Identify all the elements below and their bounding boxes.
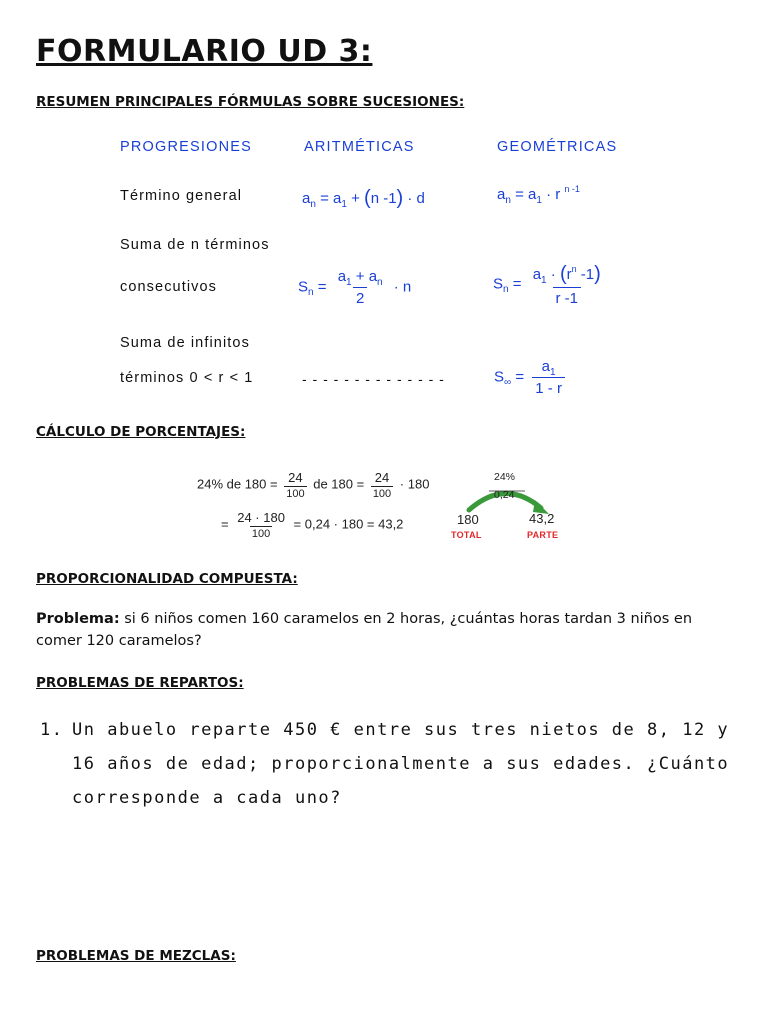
formula-arithmetic-sum: $S_n$ = $\frac{a_1 + a_n}{2}$ · n — [298, 268, 412, 307]
part-label: PARTE — [527, 530, 559, 540]
reparto-line-2: 16 años de edad; proporcionalmente a sus edades. ¿Cuánto — [72, 754, 730, 774]
reparto-problem — [72, 713, 732, 815]
percent-calc-result: = 0,24 · 180 = 43,2 — [293, 516, 404, 532]
row-label-suma-n-1: Suma de n términos — [120, 237, 270, 253]
part-value: 43,2 — [529, 511, 555, 526]
percent-calc-line-1 — [197, 470, 429, 500]
section-heading-proporcionalidad: PROPORCIONALIDAD COMPUESTA: — [36, 571, 298, 587]
section-heading-repartos: PROBLEMAS DE REPARTOS: — [36, 675, 244, 691]
column-header-geometricas: GEOMÉTRICAS — [497, 139, 618, 155]
problem-label: Problema: — [36, 611, 120, 627]
column-header-aritmeticas: ARITMÉTICAS — [304, 139, 415, 155]
fraction-denominator-2: 100 — [372, 488, 392, 500]
percent-calc-mid: de 180 = — [313, 476, 365, 492]
fraction-numerator: 24 — [288, 470, 303, 485]
fraction-product-numerator: 24 · 180 — [237, 510, 285, 525]
reparto-number: 1. — [40, 720, 64, 740]
column-header-progresiones: PROGRESIONES — [120, 139, 253, 155]
arrow-percent-label: 24% — [494, 471, 516, 483]
formula-geometric-infinite-sum: $S_\infty$ = $\frac{a_1}{1 - r}$ — [494, 358, 569, 397]
reparto-line-3: corresponde a cada uno? — [72, 788, 342, 808]
total-value: 180 — [457, 512, 479, 527]
row-label-infinitos-1: Suma de infinitos — [120, 335, 250, 351]
problem-text: si 6 niños comen 160 caramelos en 2 horas, ¿cuántas horas tardan 3 niños en comer 120 caramelos? — [36, 611, 693, 649]
arrow-decimal-label: 0,24 — [494, 489, 515, 501]
reparto-line-1: Un abuelo reparte 450 € entre sus tres nietos de 8, 12 y — [72, 720, 730, 740]
row-label-termino-general: Término general — [120, 188, 243, 204]
formula-arithmetic-general-term: $a_n = a_1 + (n$ -1) · d — [302, 187, 425, 210]
row-label-infinitos-2: términos 0 < r < 1 — [120, 370, 254, 386]
percent-calc-line-2: = $\frac{24 \cdot 180}{100}$ = 0,24 · 180 = 43,2 — [221, 510, 404, 540]
formula-geometric-sum: $S_n$ = $\frac{a_1 \cdot (r^n -1)}{r -1}$ — [493, 263, 601, 307]
row-label-suma-n-2: consecutivos — [120, 279, 218, 295]
problem-paragraph — [36, 608, 736, 652]
arithmetic-infinite-sum-dashes: - - - - - - - - - - - - - - — [302, 371, 445, 387]
percent-calc-tail: · 180 — [399, 476, 430, 492]
section-heading-porcentajes: CÁLCULO DE PORCENTAJES: — [36, 424, 246, 440]
page-title: FORMULARIO UD 3: — [36, 34, 373, 69]
fraction-product-denominator: 100 — [251, 528, 271, 540]
section-heading-mezclas: PROBLEMAS DE MEZCLAS: — [36, 948, 236, 964]
section-heading-sucesiones: RESUMEN PRINCIPALES FÓRMULAS SOBRE SUCESIONES: — [36, 94, 465, 110]
total-label: TOTAL — [451, 530, 482, 540]
percent-calc-lead: 24% de 180 = — [197, 476, 278, 492]
fraction-denominator: 100 — [286, 488, 305, 500]
fraction-numerator-2: 24 — [374, 470, 390, 485]
formula-geometric-general-term: $a_n = a_1 \cdot r$ $^{n -1}$ — [497, 184, 580, 206]
